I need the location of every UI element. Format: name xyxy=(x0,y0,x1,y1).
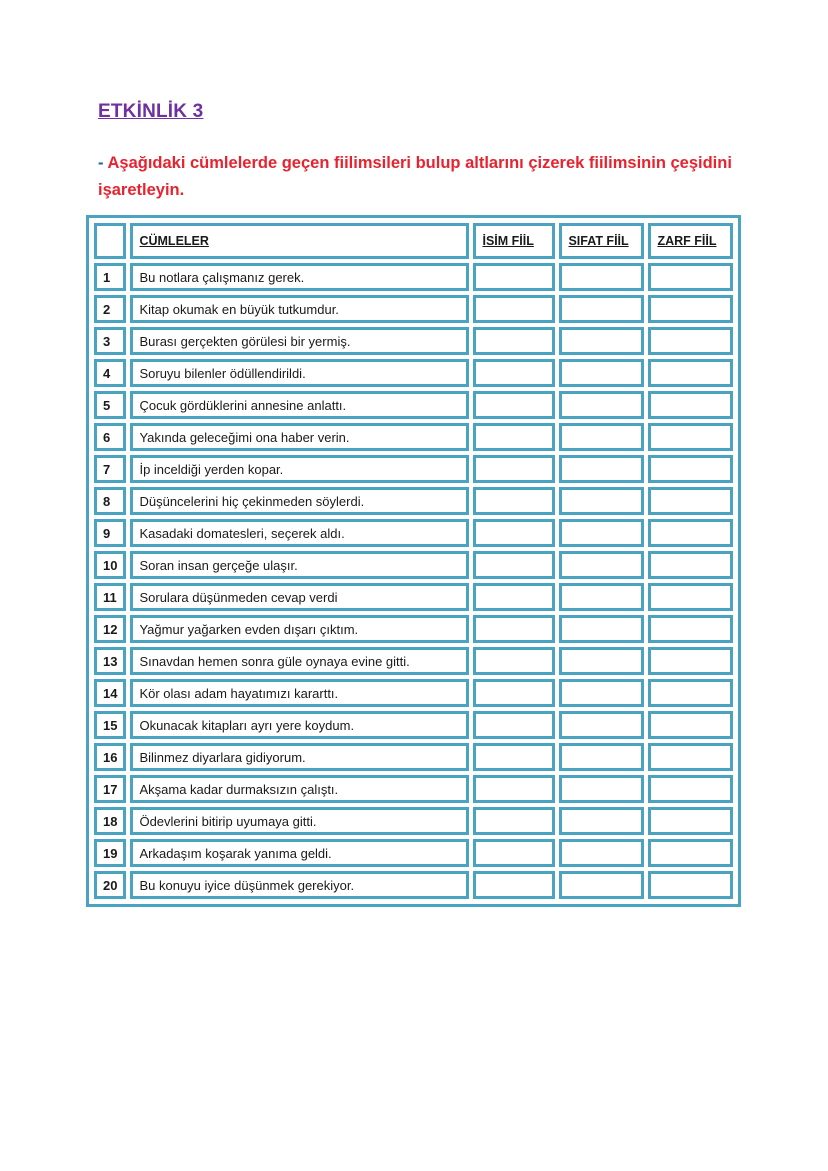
row-sentence: Bu notlara çalışmanız gerek. xyxy=(130,263,469,291)
zarf-fiil-answer-cell[interactable] xyxy=(648,295,733,323)
sifat-fiil-answer-cell[interactable] xyxy=(559,615,644,643)
isim-fiil-answer-cell[interactable] xyxy=(473,871,555,899)
sifat-fiil-answer-cell[interactable] xyxy=(559,743,644,771)
table-row xyxy=(94,551,733,579)
isim-fiil-answer-cell[interactable] xyxy=(473,327,555,355)
exercise-table xyxy=(86,215,741,907)
header-number-cell xyxy=(94,223,126,259)
sifat-fiil-answer-cell[interactable] xyxy=(559,711,644,739)
row-sentence: İp inceldiği yerden kopar. xyxy=(130,455,469,483)
row-number: 14 xyxy=(94,679,126,707)
isim-fiil-answer-cell[interactable] xyxy=(473,839,555,867)
sifat-fiil-answer-cell[interactable] xyxy=(559,775,644,803)
isim-fiil-answer-cell[interactable] xyxy=(473,519,555,547)
zarf-fiil-answer-cell[interactable] xyxy=(648,871,733,899)
row-sentence: Yağmur yağarken evden dışarı çıktım. xyxy=(130,615,469,643)
zarf-fiil-answer-cell[interactable] xyxy=(648,743,733,771)
row-sentence: Çocuk gördüklerini annesine anlattı. xyxy=(130,391,469,419)
sifat-fiil-answer-cell[interactable] xyxy=(559,263,644,291)
row-sentence: Yakında geleceğimi ona haber verin. xyxy=(130,423,469,451)
isim-fiil-answer-cell[interactable] xyxy=(473,359,555,387)
row-sentence: Akşama kadar durmaksızın çalıştı. xyxy=(130,775,469,803)
isim-fiil-answer-cell[interactable] xyxy=(473,423,555,451)
row-number: 4 xyxy=(94,359,126,387)
zarf-fiil-answer-cell[interactable] xyxy=(648,679,733,707)
table-row xyxy=(94,711,733,739)
table-row xyxy=(94,359,733,387)
zarf-fiil-answer-cell[interactable] xyxy=(648,263,733,291)
table-row xyxy=(94,327,733,355)
zarf-fiil-answer-cell[interactable] xyxy=(648,583,733,611)
table-row xyxy=(94,839,733,867)
row-number: 11 xyxy=(94,583,126,611)
row-number: 8 xyxy=(94,487,126,515)
zarf-fiil-answer-cell[interactable] xyxy=(648,455,733,483)
sifat-fiil-answer-cell[interactable] xyxy=(559,871,644,899)
instruction-dash: - xyxy=(98,154,104,172)
sifat-fiil-answer-cell[interactable] xyxy=(559,423,644,451)
sifat-fiil-answer-cell[interactable] xyxy=(559,647,644,675)
zarf-fiil-answer-cell[interactable] xyxy=(648,711,733,739)
row-sentence: Kasadaki domatesleri, seçerek aldı. xyxy=(130,519,469,547)
isim-fiil-answer-cell[interactable] xyxy=(473,391,555,419)
row-number: 6 xyxy=(94,423,126,451)
row-sentence: Düşüncelerini hiç çekinmeden söylerdi. xyxy=(130,487,469,515)
table-row xyxy=(94,871,733,899)
table-row xyxy=(94,775,733,803)
row-number: 13 xyxy=(94,647,126,675)
sifat-fiil-answer-cell[interactable] xyxy=(559,455,644,483)
isim-fiil-answer-cell[interactable] xyxy=(473,487,555,515)
row-number: 19 xyxy=(94,839,126,867)
sifat-fiil-answer-cell[interactable] xyxy=(559,295,644,323)
isim-fiil-answer-cell[interactable] xyxy=(473,583,555,611)
table-row xyxy=(94,295,733,323)
sifat-fiil-answer-cell[interactable] xyxy=(559,487,644,515)
zarf-fiil-answer-cell[interactable] xyxy=(648,551,733,579)
isim-fiil-answer-cell[interactable] xyxy=(473,679,555,707)
isim-fiil-answer-cell[interactable] xyxy=(473,743,555,771)
table-row xyxy=(94,679,733,707)
table-row xyxy=(94,743,733,771)
sifat-fiil-answer-cell[interactable] xyxy=(559,359,644,387)
row-sentence: Sınavdan hemen sonra güle oynaya evine gitti. xyxy=(130,647,469,675)
isim-fiil-answer-cell[interactable] xyxy=(473,711,555,739)
sifat-fiil-answer-cell[interactable] xyxy=(559,551,644,579)
row-sentence: Ödevlerini bitirip uyumaya gitti. xyxy=(130,807,469,835)
row-number: 9 xyxy=(94,519,126,547)
header-isim-fiil: İSİM FİİL xyxy=(473,223,555,259)
row-number: 18 xyxy=(94,807,126,835)
row-number: 10 xyxy=(94,551,126,579)
sifat-fiil-answer-cell[interactable] xyxy=(559,839,644,867)
table-row xyxy=(94,583,733,611)
isim-fiil-answer-cell[interactable] xyxy=(473,647,555,675)
table-row xyxy=(94,487,733,515)
table-row xyxy=(94,263,733,291)
row-number: 3 xyxy=(94,327,126,355)
zarf-fiil-answer-cell[interactable] xyxy=(648,647,733,675)
row-sentence: Soruyu bilenler ödüllendirildi. xyxy=(130,359,469,387)
zarf-fiil-answer-cell[interactable] xyxy=(648,391,733,419)
zarf-fiil-answer-cell[interactable] xyxy=(648,615,733,643)
table-row xyxy=(94,455,733,483)
zarf-fiil-answer-cell[interactable] xyxy=(648,487,733,515)
table-header-row xyxy=(94,223,733,259)
instruction-text xyxy=(98,150,738,204)
row-sentence: Kör olası adam hayatımızı kararttı. xyxy=(130,679,469,707)
sifat-fiil-answer-cell[interactable] xyxy=(559,519,644,547)
sifat-fiil-answer-cell[interactable] xyxy=(559,391,644,419)
table-row xyxy=(94,647,733,675)
row-sentence: Bilinmez diyarlara gidiyorum. xyxy=(130,743,469,771)
zarf-fiil-answer-cell[interactable] xyxy=(648,359,733,387)
page-title: ETKİNLİK 3 xyxy=(98,101,204,122)
row-number: 15 xyxy=(94,711,126,739)
zarf-fiil-answer-cell[interactable] xyxy=(648,775,733,803)
row-number: 2 xyxy=(94,295,126,323)
zarf-fiil-answer-cell[interactable] xyxy=(648,519,733,547)
sifat-fiil-answer-cell[interactable] xyxy=(559,327,644,355)
sifat-fiil-answer-cell[interactable] xyxy=(559,807,644,835)
row-sentence: Soran insan gerçeğe ulaşır. xyxy=(130,551,469,579)
row-number: 12 xyxy=(94,615,126,643)
table-row xyxy=(94,519,733,547)
header-sifat-fiil: SIFAT FİİL xyxy=(559,223,644,259)
row-sentence: Bu konuyu iyice düşünmek gerekiyor. xyxy=(130,871,469,899)
table-row xyxy=(94,423,733,451)
row-number: 16 xyxy=(94,743,126,771)
zarf-fiil-answer-cell[interactable] xyxy=(648,807,733,835)
row-sentence: Burası gerçekten görülesi bir yermiş. xyxy=(130,327,469,355)
zarf-fiil-answer-cell[interactable] xyxy=(648,327,733,355)
row-number: 7 xyxy=(94,455,126,483)
isim-fiil-answer-cell[interactable] xyxy=(473,263,555,291)
sifat-fiil-answer-cell[interactable] xyxy=(559,679,644,707)
isim-fiil-answer-cell[interactable] xyxy=(473,551,555,579)
isim-fiil-answer-cell[interactable] xyxy=(473,295,555,323)
row-sentence: Sorulara düşünmeden cevap verdi xyxy=(130,583,469,611)
isim-fiil-answer-cell[interactable] xyxy=(473,615,555,643)
row-number: 1 xyxy=(94,263,126,291)
header-zarf-fiil: ZARF FİİL xyxy=(648,223,733,259)
isim-fiil-answer-cell[interactable] xyxy=(473,807,555,835)
row-sentence: Arkadaşım koşarak yanıma geldi. xyxy=(130,839,469,867)
isim-fiil-answer-cell[interactable] xyxy=(473,455,555,483)
row-number: 20 xyxy=(94,871,126,899)
table-row xyxy=(94,615,733,643)
table-row xyxy=(94,391,733,419)
row-sentence: Okunacak kitapları ayrı yere koydum. xyxy=(130,711,469,739)
row-number: 17 xyxy=(94,775,126,803)
header-sentences: CÜMLELER xyxy=(130,223,469,259)
sifat-fiil-answer-cell[interactable] xyxy=(559,583,644,611)
zarf-fiil-answer-cell[interactable] xyxy=(648,423,733,451)
table-row xyxy=(94,807,733,835)
row-number: 5 xyxy=(94,391,126,419)
zarf-fiil-answer-cell[interactable] xyxy=(648,839,733,867)
instruction-body: Aşağıdaki cümlelerde geçen fiilimsileri bulup altlarını çizerek fiilimsinin çeşidini işaretleyin. xyxy=(98,154,732,199)
row-sentence: Kitap okumak en büyük tutkumdur. xyxy=(130,295,469,323)
isim-fiil-answer-cell[interactable] xyxy=(473,775,555,803)
